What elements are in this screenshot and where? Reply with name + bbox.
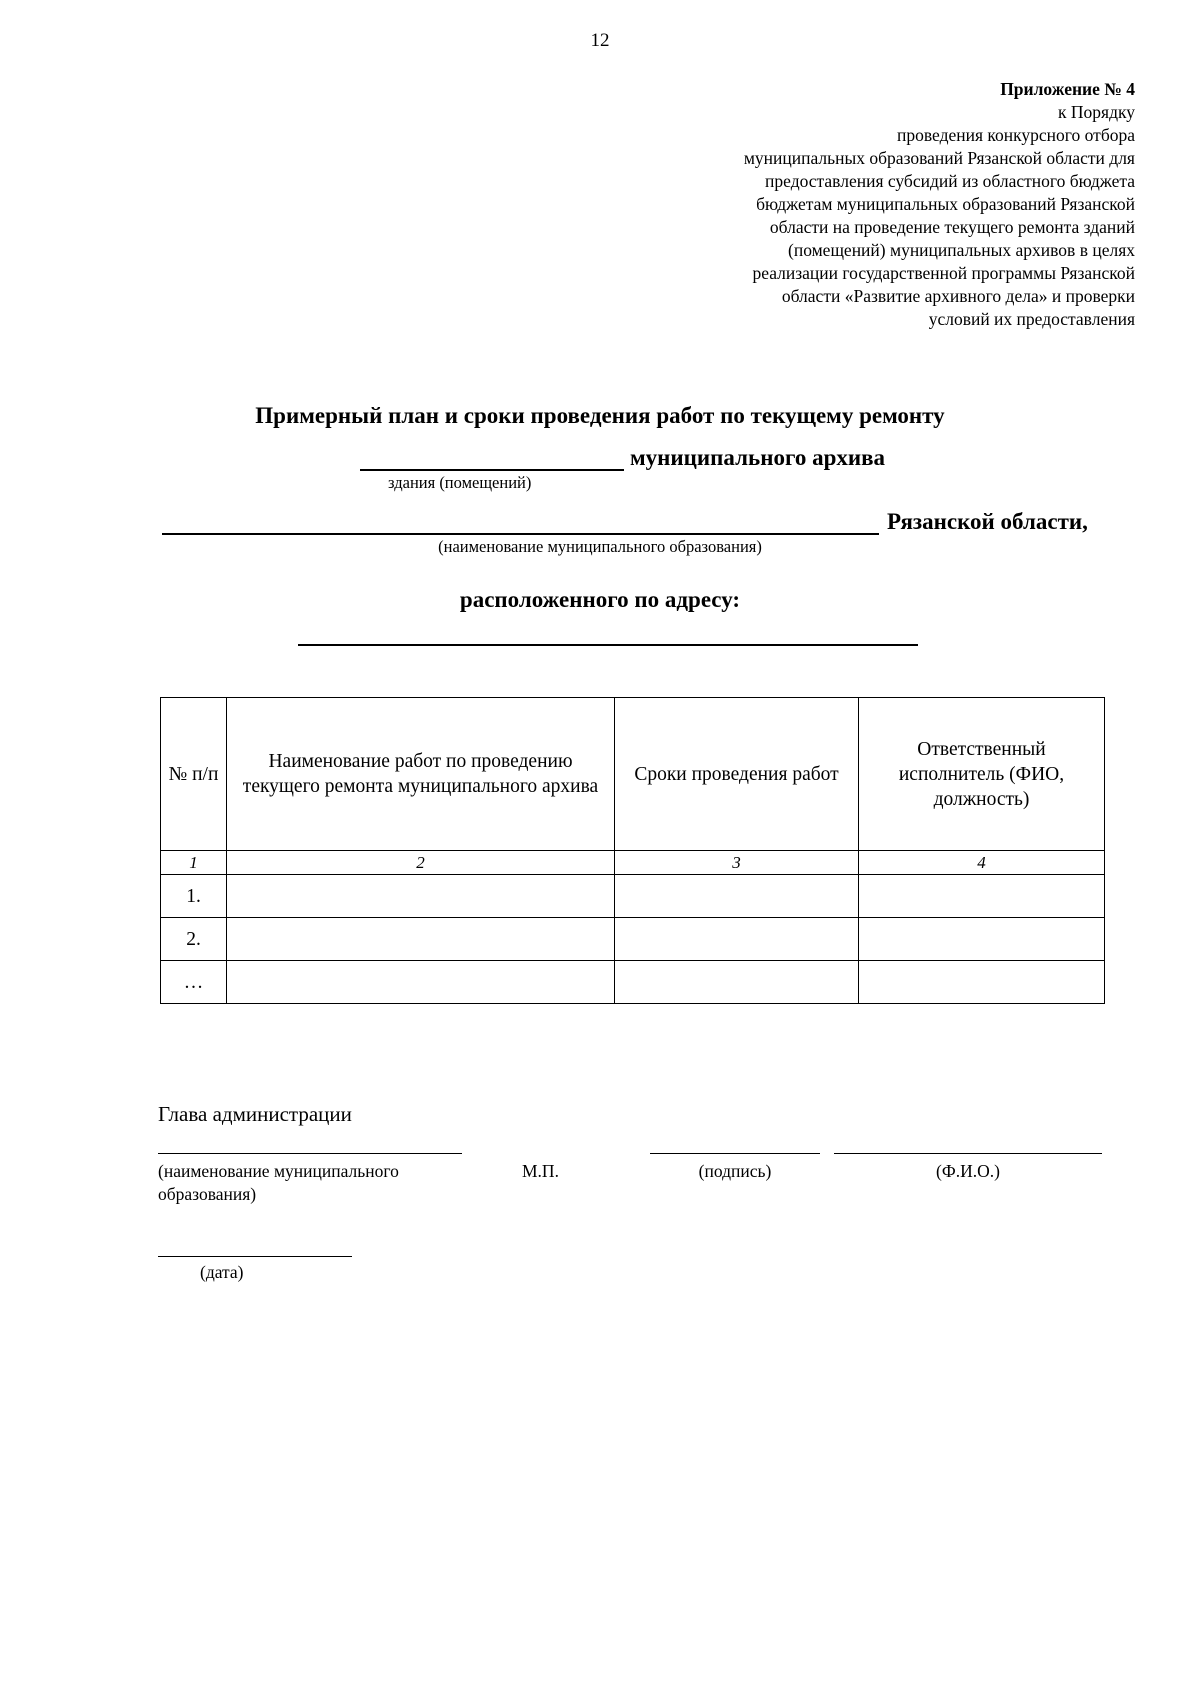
- table-row: [161, 961, 1105, 1004]
- column-number: 4: [859, 851, 1105, 875]
- works-plan-table: [160, 697, 1105, 1004]
- table-cell: [859, 961, 1105, 1004]
- table-cell: 1.: [161, 875, 227, 918]
- municipality-caption: (наименование муниципального образования): [438, 537, 762, 556]
- appendix-line: (помещений) муниципальных архивов в целях: [788, 240, 1135, 260]
- appendix-line: к Порядку: [1058, 102, 1135, 122]
- appendix-block: [615, 78, 1135, 331]
- archive-heading: муниципального архива: [630, 445, 886, 470]
- document-title: Примерный план и сроки проведения работ по текущему ремонту: [255, 403, 945, 428]
- table-cell: [227, 875, 615, 918]
- table-cell: [615, 918, 859, 961]
- table-cell: 2.: [161, 918, 227, 961]
- appendix-line: реализации государственной программы Рязанской: [752, 263, 1135, 283]
- table-header-row: [161, 698, 1105, 851]
- table-cell: [859, 918, 1105, 961]
- appendix-line: предоставления субсидий из областного бюджета: [765, 171, 1135, 191]
- column-number: 2: [227, 851, 615, 875]
- table-cell: …: [161, 961, 227, 1004]
- date-caption: (дата): [200, 1262, 244, 1282]
- appendix-line: бюджетам муниципальных образований Рязанской: [756, 194, 1135, 214]
- municipality-name-caption: (наименование муниципального образования): [158, 1161, 399, 1204]
- full-name-caption: (Ф.И.О.): [936, 1161, 1000, 1181]
- table-cell: [227, 918, 615, 961]
- column-numbers-row: [161, 851, 1105, 875]
- column-number: 3: [615, 851, 859, 875]
- address-heading: расположенного по адресу:: [459, 587, 741, 612]
- stamp-label: М.П.: [522, 1161, 559, 1181]
- column-number: 1: [161, 851, 227, 875]
- building-caption: здания (помещений): [388, 473, 532, 492]
- address-blank-line: [298, 644, 918, 646]
- head-of-administration-label: Глава администрации: [158, 1102, 352, 1126]
- signature-line: [650, 1153, 820, 1154]
- column-header-works: Наименование работ по проведению текущего ремонта муниципального архива: [227, 698, 615, 851]
- column-header-number: № п/п: [161, 698, 227, 851]
- building-blank-line: [360, 469, 624, 471]
- table-cell: [859, 875, 1105, 918]
- table-row: [161, 918, 1105, 961]
- table-cell: [227, 961, 615, 1004]
- appendix-line: области на проведение текущего ремонта зданий: [769, 217, 1135, 237]
- appendix-title: Приложение № 4: [1000, 79, 1135, 99]
- region-heading: Рязанской области,: [887, 509, 1088, 534]
- appendix-line: области «Развитие архивного дела» и проверки: [781, 286, 1135, 306]
- date-line: [158, 1256, 352, 1257]
- signature-caption: (подпись): [698, 1161, 772, 1181]
- appendix-line: условий их предоставления: [928, 309, 1135, 329]
- appendix-line: проведения конкурсного отбора: [897, 125, 1135, 145]
- table-cell: [615, 961, 859, 1004]
- municipality-blank-line: [162, 533, 879, 535]
- column-header-dates: Сроки проведения работ: [615, 698, 859, 851]
- column-header-responsible: Ответственный исполнитель (ФИО, должность): [859, 698, 1105, 851]
- appendix-line: муниципальных образований Рязанской области для: [743, 148, 1135, 168]
- municipality-signature-line: [158, 1153, 462, 1154]
- table-row: [161, 875, 1105, 918]
- table-cell: [615, 875, 859, 918]
- name-line: [834, 1153, 1102, 1154]
- page-number: 12: [590, 30, 610, 51]
